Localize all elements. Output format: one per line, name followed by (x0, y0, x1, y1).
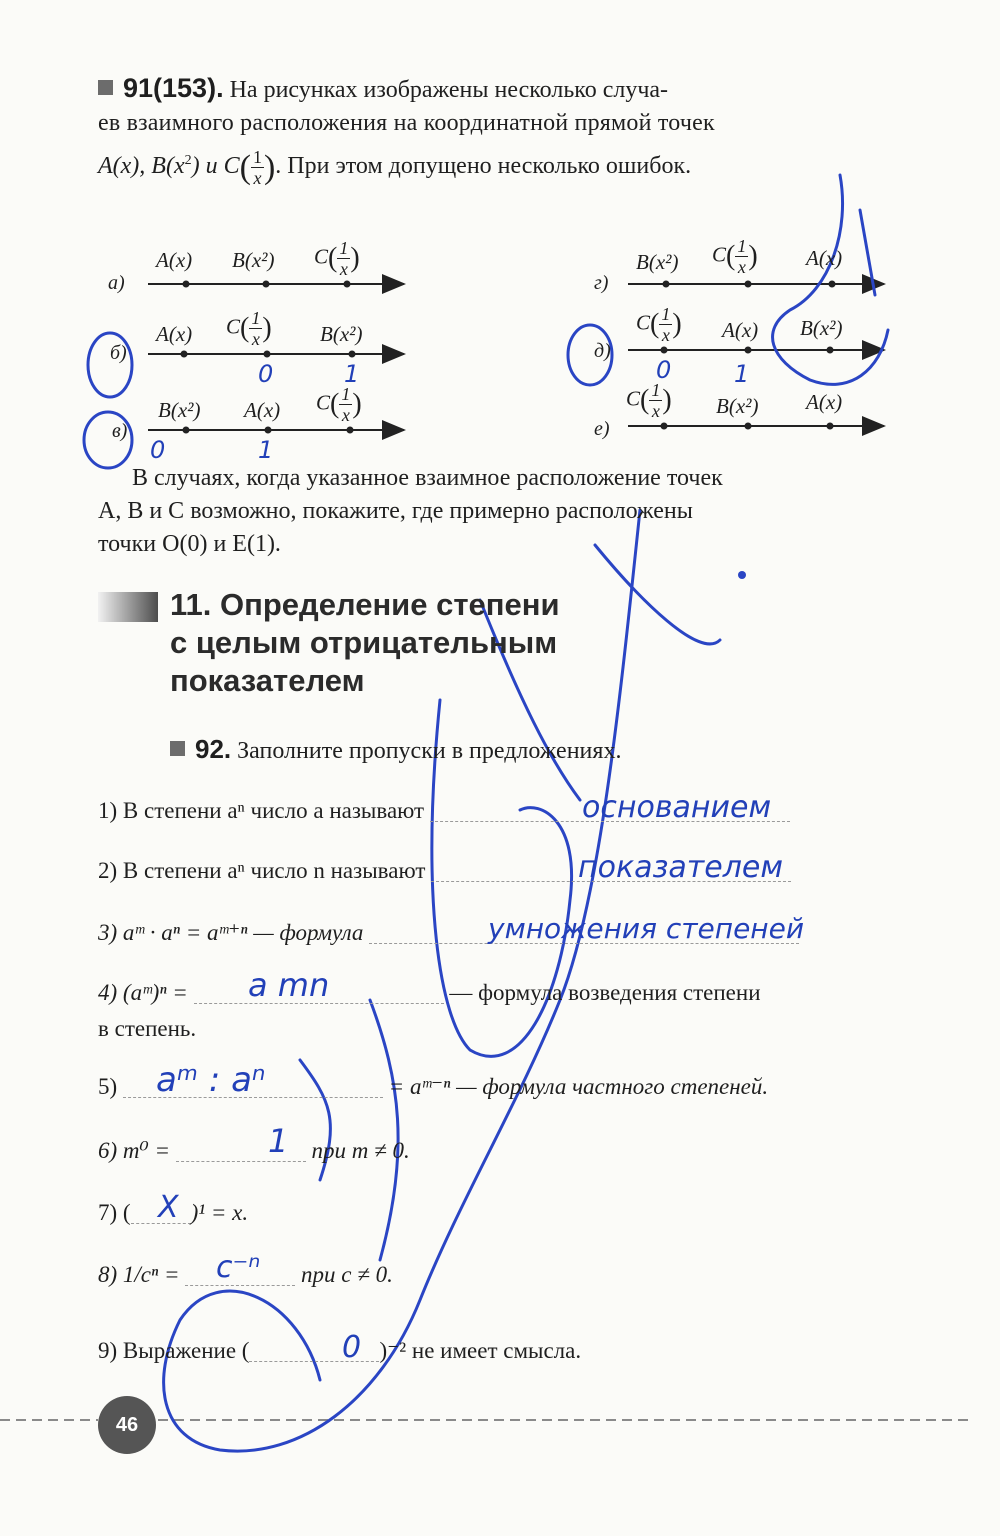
pen-dot (738, 571, 746, 579)
label-d-3: B(x²) (800, 316, 843, 340)
fill-item-5: 5) = aᵐ⁻ⁿ — формула частного степеней. (98, 1074, 769, 1099)
label-v-2: A(x) (244, 398, 281, 422)
point-dot (829, 281, 836, 288)
fraction-one-over-x: $\frac{1}{x}$ (252, 146, 262, 188)
fill-item-4-cont: в степень. (98, 1016, 197, 1041)
label-a-2: B(x²) (232, 248, 275, 272)
label-e-1: C( $\frac{1}{x}$ ) (626, 380, 672, 421)
hw-answer-1: основанием (582, 790, 772, 825)
label-e-2: B(x²) (716, 394, 759, 418)
problem-92-intro: Заполните пропуски в предложениях. (237, 738, 622, 764)
point-dot (263, 281, 270, 288)
point-dot (827, 423, 834, 430)
fill-item-8: 8) 1/cⁿ = при c ≠ 0. (98, 1262, 393, 1287)
problem-91-instructions: В случаях, когда указанное взаимное расположение точек A, B и C возможно, покажите, где примерно расположены точки O(0) и E(1). (98, 465, 723, 557)
point-dot (745, 347, 752, 354)
page-number: 46 (98, 1396, 156, 1454)
hw-mark-b-0: 0 (258, 360, 274, 388)
point-dot (181, 351, 188, 358)
fill-item-2: 2) В степени aⁿ число n называют (98, 858, 791, 884)
point-dot (827, 347, 834, 354)
case-letter-e: е) (594, 418, 610, 440)
label-g-2: C( $\frac{1}{x}$ ) (712, 236, 758, 277)
fill-item-9: 9) Выражение ( )⁻² не имеет смысла. (98, 1338, 582, 1363)
problem-91-line1: На рисунках изображены несколько случа- (229, 77, 669, 103)
label-a-1: A(x) (156, 248, 193, 272)
fill-item-3: 3) aᵐ · aⁿ = aᵐ⁺ⁿ — формула (98, 920, 799, 946)
hw-mark-v-0: 0 (150, 436, 166, 464)
hw-answer-3: умножения степеней (488, 912, 805, 945)
label-b-2: C( $\frac{1}{x}$ ) (226, 308, 272, 349)
hw-answer-2: показателем (578, 850, 784, 885)
label-d-2: A(x) (722, 318, 759, 342)
point-dot (265, 427, 272, 434)
hw-answer-7: X (158, 1190, 179, 1225)
point-dot (745, 281, 752, 288)
point-dot (347, 427, 354, 434)
hw-answer-9: 0 (342, 1330, 362, 1365)
case-letter-d: д) (594, 340, 611, 362)
point-dot (745, 423, 752, 430)
hw-mark-d-1: 1 (734, 360, 750, 388)
hw-mark-d-0: 0 (656, 356, 672, 384)
point-dot (349, 351, 356, 358)
case-letter-b: б) (110, 342, 127, 364)
problem-92-header (170, 733, 621, 768)
point-dot (661, 347, 668, 354)
problem-91-number: 91(153). (123, 73, 224, 103)
fill-item-7: 7) ( )¹ = x. (98, 1200, 249, 1225)
hw-answer-6: 1 (268, 1122, 289, 1160)
section-title: 11. Определение степени с целым отрицательным показателем (170, 587, 560, 698)
hw-answer-8: c⁻ⁿ (216, 1250, 261, 1285)
hw-answer-4: a mn (248, 966, 330, 1004)
case-letter-g: г) (594, 272, 609, 294)
label-a-3: C( $\frac{1}{x}$ ) (314, 238, 360, 279)
problem-91-line2: ев взаимного расположения на координатной прямой точек (98, 110, 715, 136)
point-dot (344, 281, 351, 288)
point-dot (264, 351, 271, 358)
fill-item-6: 6) m⁰ = при m ≠ 0. (98, 1138, 410, 1163)
label-d-1: C( $\frac{1}{x}$ ) (636, 304, 682, 345)
label-e-3: A(x) (806, 390, 843, 414)
label-g-1: B(x²) (636, 250, 679, 274)
point-dot (183, 427, 190, 434)
hw-answer-5: aᵐ : aⁿ (156, 1060, 266, 1100)
fill-item-1: 1) В степени aⁿ число a называют (98, 798, 790, 824)
case-letter-v: в) (112, 420, 128, 442)
label-v-1: B(x²) (158, 398, 201, 422)
label-b-3: B(x²) (320, 322, 363, 346)
point-dot (661, 423, 668, 430)
point-dot (663, 281, 670, 288)
case-letter-a: а) (108, 272, 125, 294)
hw-mark-v-1: 1 (258, 436, 274, 464)
section-title-bar (98, 592, 158, 622)
fill-item-4: 4) (aᵐ)ⁿ = — формула возведения степени (98, 980, 761, 1005)
point-dot (183, 281, 190, 288)
label-v-3: C( $\frac{1}{x}$ ) (316, 384, 362, 425)
bullet-square-icon (170, 741, 185, 756)
label-g-3: A(x) (806, 246, 843, 270)
problem-92-number: 92. (195, 734, 232, 764)
label-b-1: A(x) (156, 322, 193, 346)
hw-mark-b-1: 1 (344, 360, 360, 388)
problem-91-line3: A(x), $B(x^2)$ и C( $\frac{1}{x}$ ). При этом допущено несколько ошибок. (98, 146, 692, 188)
